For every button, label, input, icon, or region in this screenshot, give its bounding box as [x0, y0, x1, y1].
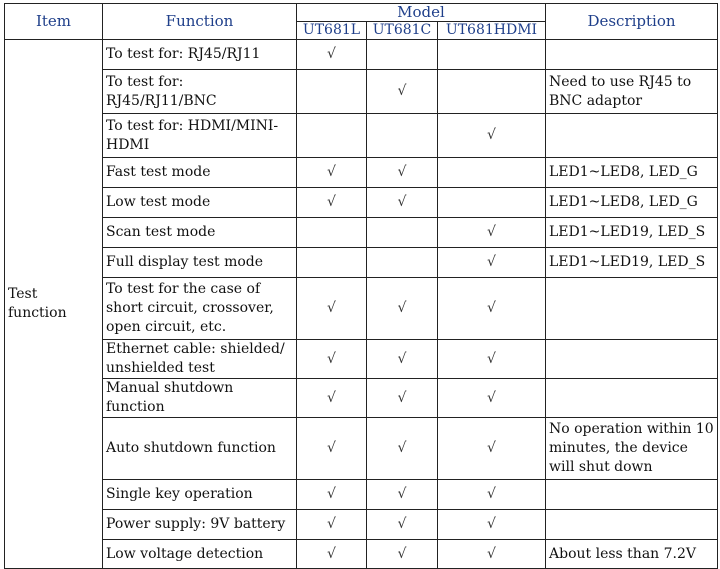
check-ut681hdmi	[438, 188, 546, 218]
table-row	[5, 379, 718, 418]
header-model: Model	[297, 4, 546, 22]
spec-table	[4, 3, 718, 569]
description-cell	[546, 278, 718, 340]
check-ut681hdmi: √	[438, 218, 546, 248]
check-ut681c: √	[367, 510, 438, 540]
check-ut681c: √	[367, 278, 438, 340]
table-row	[5, 114, 718, 158]
check-ut681hdmi: √	[438, 340, 546, 379]
check-ut681hdmi: √	[438, 510, 546, 540]
table-row	[5, 480, 718, 510]
check-ut681l: √	[297, 158, 367, 188]
check-ut681c: √	[367, 480, 438, 510]
table-row	[5, 278, 718, 340]
check-ut681c	[367, 40, 438, 70]
description-cell: LED1~LED8, LED_G	[546, 158, 718, 188]
check-ut681l: √	[297, 540, 367, 569]
function-cell: Full display test mode	[103, 248, 297, 278]
function-cell: To test for: RJ45/RJ11	[103, 40, 297, 70]
description-cell	[546, 510, 718, 540]
check-ut681c: √	[367, 379, 438, 418]
description-cell: About less than 7.2V	[546, 540, 718, 569]
table-row	[5, 418, 718, 480]
table-row	[5, 218, 718, 248]
function-cell: Scan test mode	[103, 218, 297, 248]
check-ut681l: √	[297, 480, 367, 510]
check-ut681hdmi: √	[438, 278, 546, 340]
header-item: Item	[5, 4, 103, 40]
description-cell	[546, 480, 718, 510]
header-model-ut681c: UT681C	[367, 22, 438, 40]
check-ut681c: √	[367, 70, 438, 114]
table-row	[5, 188, 718, 218]
check-ut681hdmi: √	[438, 480, 546, 510]
check-ut681l: √	[297, 510, 367, 540]
function-cell: Power supply: 9V battery	[103, 510, 297, 540]
check-ut681l: √	[297, 188, 367, 218]
function-cell: Manual shutdown function	[103, 379, 297, 418]
item-cell: Test function	[5, 40, 103, 569]
check-ut681c: √	[367, 158, 438, 188]
description-cell	[546, 379, 718, 418]
check-ut681c: √	[367, 188, 438, 218]
check-ut681l	[297, 218, 367, 248]
function-cell: Ethernet cable: shielded/ unshielded test	[103, 340, 297, 379]
check-ut681l: √	[297, 418, 367, 480]
function-cell: To test for the case of short circuit, crossover, open circuit, etc.	[103, 278, 297, 340]
function-cell: Low test mode	[103, 188, 297, 218]
table-row	[5, 340, 718, 379]
check-ut681c	[367, 218, 438, 248]
header-model-ut681hdmi: UT681HDMI	[438, 22, 546, 40]
check-ut681l: √	[297, 340, 367, 379]
function-cell: To test for: HDMI/MINI-HDMI	[103, 114, 297, 158]
description-cell: LED1~LED19, LED_S	[546, 248, 718, 278]
check-ut681c	[367, 114, 438, 158]
function-cell: To test for: RJ45/RJ11/BNC	[103, 70, 297, 114]
table-row	[5, 540, 718, 569]
check-ut681hdmi: √	[438, 379, 546, 418]
check-ut681l: √	[297, 379, 367, 418]
check-ut681hdmi: √	[438, 114, 546, 158]
check-ut681l	[297, 114, 367, 158]
check-ut681l	[297, 70, 367, 114]
check-ut681l: √	[297, 40, 367, 70]
function-cell: Fast test mode	[103, 158, 297, 188]
description-cell: No operation within 10 minutes, the device will shut down	[546, 418, 718, 480]
check-ut681c: √	[367, 418, 438, 480]
function-cell: Low voltage detection	[103, 540, 297, 569]
description-cell	[546, 114, 718, 158]
check-ut681c: √	[367, 540, 438, 569]
header-description: Description	[546, 4, 718, 40]
check-ut681c: √	[367, 340, 438, 379]
table-row	[5, 70, 718, 114]
check-ut681hdmi: √	[438, 540, 546, 569]
check-ut681l	[297, 248, 367, 278]
description-cell: Need to use RJ45 to BNC adaptor	[546, 70, 718, 114]
description-cell: LED1~LED19, LED_S	[546, 218, 718, 248]
description-cell: LED1~LED8, LED_G	[546, 188, 718, 218]
check-ut681l: √	[297, 278, 367, 340]
header-model-ut681l: UT681L	[297, 22, 367, 40]
header-function: Function	[103, 4, 297, 40]
table-row	[5, 40, 718, 70]
function-cell: Single key operation	[103, 480, 297, 510]
function-cell: Auto shutdown function	[103, 418, 297, 480]
check-ut681c	[367, 248, 438, 278]
table-row	[5, 510, 718, 540]
check-ut681hdmi: √	[438, 418, 546, 480]
description-cell	[546, 40, 718, 70]
description-cell	[546, 340, 718, 379]
check-ut681hdmi	[438, 40, 546, 70]
table-row	[5, 158, 718, 188]
check-ut681hdmi	[438, 158, 546, 188]
check-ut681hdmi	[438, 70, 546, 114]
table-row	[5, 248, 718, 278]
check-ut681hdmi: √	[438, 248, 546, 278]
header-row	[5, 4, 718, 22]
